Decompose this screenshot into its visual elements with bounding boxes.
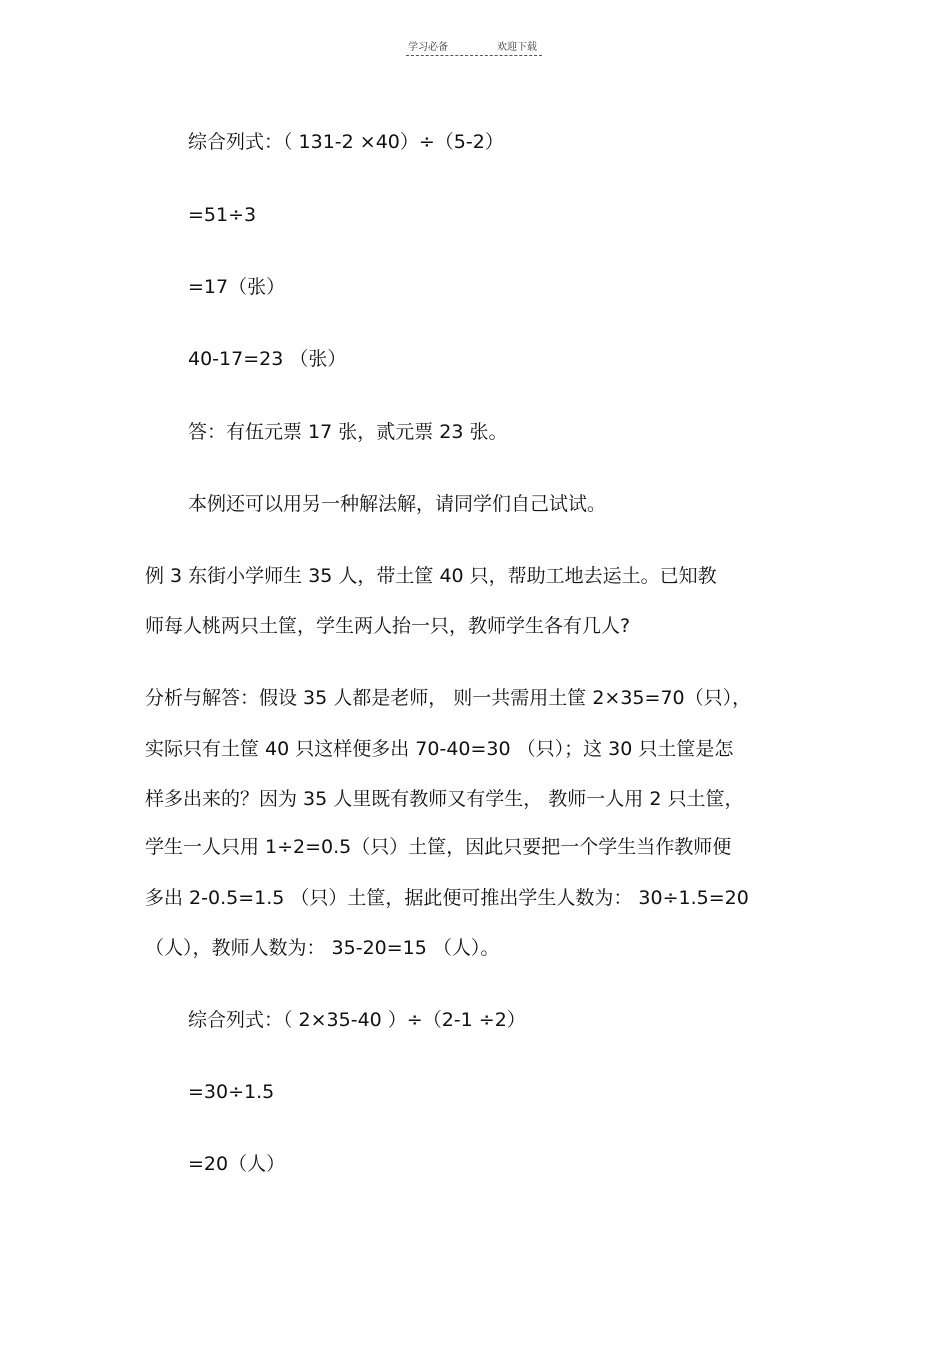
analysis-line-1: 分析与解答：假设 35 人都是老师， 则一共需用土筐 2×35=70（只）， — [145, 687, 752, 709]
header-left-text: 学习必备 — [408, 42, 448, 53]
header-right-text: 欢迎下载 — [497, 42, 537, 53]
formula2-line-1: 综合列式：（ 2×35-40 ）÷（2-1 ÷2） — [188, 1009, 526, 1031]
note-line: 本例还可以用另一种解法解，请同学们自己试试。 — [188, 493, 607, 515]
analysis-line-6: （人），教师人数为： 35-20=15 （人）。 — [145, 937, 500, 959]
formula2-line-2: =30÷1.5 — [188, 1081, 275, 1103]
answer-line: 答：有伍元票 17 张，贰元票 23 张。 — [188, 421, 508, 443]
analysis-line-2: 实际只有土筐 40 只这样便多出 70-40=30 （只）；这 30 只土筐是怎 — [145, 738, 734, 760]
formula2-line-3: =20（人） — [188, 1153, 286, 1175]
formula-line-1: 综合列式：（ 131-2 ×40）÷（5-2） — [188, 131, 504, 153]
analysis-line-3: 样多出来的？因为 35 人里既有教师又有学生， 教师一人用 2 只土筐， — [145, 788, 744, 810]
analysis-line-5: 多出 2-0.5=1.5 （只）土筐，据此便可推出学生人数为： 30÷1.5=20 — [145, 887, 749, 909]
header-dashed-rule — [406, 55, 542, 56]
analysis-line-4: 学生一人只用 1÷2=0.5（只）土筐，因此只要把一个学生当作教师便 — [145, 836, 732, 858]
example-3-line-2: 师每人桃两只土筐，学生两人抬一只，教师学生各有几人? — [145, 615, 631, 637]
formula-line-2: =51÷3 — [188, 204, 257, 226]
formula-line-4: 40-17=23 （张） — [188, 348, 347, 370]
formula-line-3: =17（张） — [188, 276, 286, 298]
example-3-line-1: 例 3 东街小学师生 35 人，带土筐 40 只，帮助工地去运土。已知教 — [145, 565, 717, 587]
